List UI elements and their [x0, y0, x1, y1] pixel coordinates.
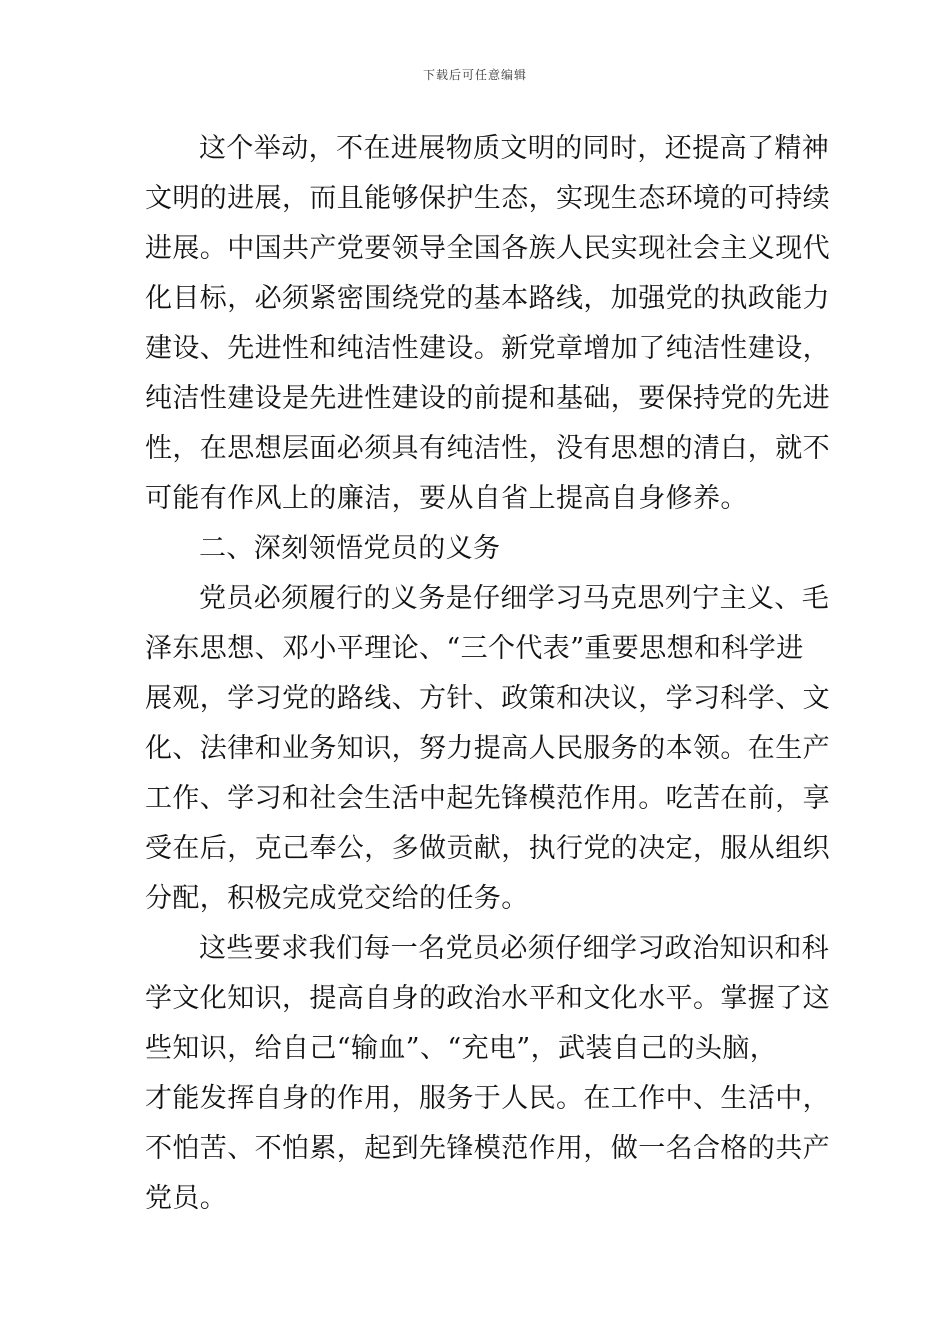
paragraph-2-line-2: 泽东思想、邓小平理论、“三个代表”重要思想和科学进 [145, 633, 804, 664]
paragraph-1-line-6: 纯洁性建设是先进性建设的前提和基础，要保持党的先进 [145, 383, 830, 414]
paragraph-1-line-2: 文明的进展，而且能够保护生态，实现生态环境的可持续 [145, 183, 830, 214]
paragraph-2-line-4: 化、法律和业务知识，努力提高人民服务的本领。在生产 [145, 733, 830, 764]
section-heading: 二、深刻领悟党员的义务 [199, 533, 501, 564]
paragraph-1-line-4: 化目标，必须紧密围绕党的基本路线，加强党的执政能力 [145, 283, 830, 314]
paragraph-3-line-2: 学文化知识，提高自身的政治水平和文化水平。掌握了这 [145, 983, 830, 1014]
document-body [145, 124, 830, 1224]
paragraph-3-line-4: 才能发挥自身的作用，服务于人民。在工作中、生活中， [145, 1083, 830, 1114]
paragraph-3-line-1: 这些要求我们每一名党员必须仔细学习政治知识和科 [199, 933, 830, 964]
paragraph-2-line-6: 受在后，克己奉公，多做贡献，执行党的决定，服从组织 [145, 833, 830, 864]
paragraph-1-line-5: 建设、先进性和纯洁性建设。新党章增加了纯洁性建设， [145, 333, 830, 364]
header-note: 下载后可任意编辑 [422, 68, 527, 82]
paragraph-2-line-7: 分配，积极完成党交给的任务。 [145, 883, 529, 914]
paragraph-1-line-1: 这个举动，不在进展物质文明的同时，还提高了精神 [199, 133, 830, 164]
paragraph-1-line-7: 性，在思想层面必须具有纯洁性，没有思想的清白，就不 [145, 433, 830, 464]
paragraph-3-line-5: 不怕苦、不怕累，起到先锋模范作用，做一名合格的共产 [145, 1133, 830, 1164]
paragraph-2-line-1: 党员必须履行的义务是仔细学习马克思列宁主义、毛 [199, 583, 830, 614]
paragraph-1-line-8: 可能有作风上的廉洁，要从自省上提高自身修养。 [145, 483, 748, 514]
paragraph-2-line-5: 工作、学习和社会生活中起先锋模范作用。吃苦在前，享 [145, 783, 830, 814]
paragraph-3-line-6: 党员。 [145, 1183, 228, 1214]
paragraph-1-line-3: 进展。中国共产党要领导全国各族人民实现社会主义现代 [145, 233, 830, 264]
paragraph-3-line-3: 些知识，给自己“输血”、“充电”，武装自己的头脑， [145, 1033, 778, 1064]
paragraph-2-line-3: 展观，学习党的路线、方针、政策和决议，学习科学、文 [145, 683, 830, 714]
